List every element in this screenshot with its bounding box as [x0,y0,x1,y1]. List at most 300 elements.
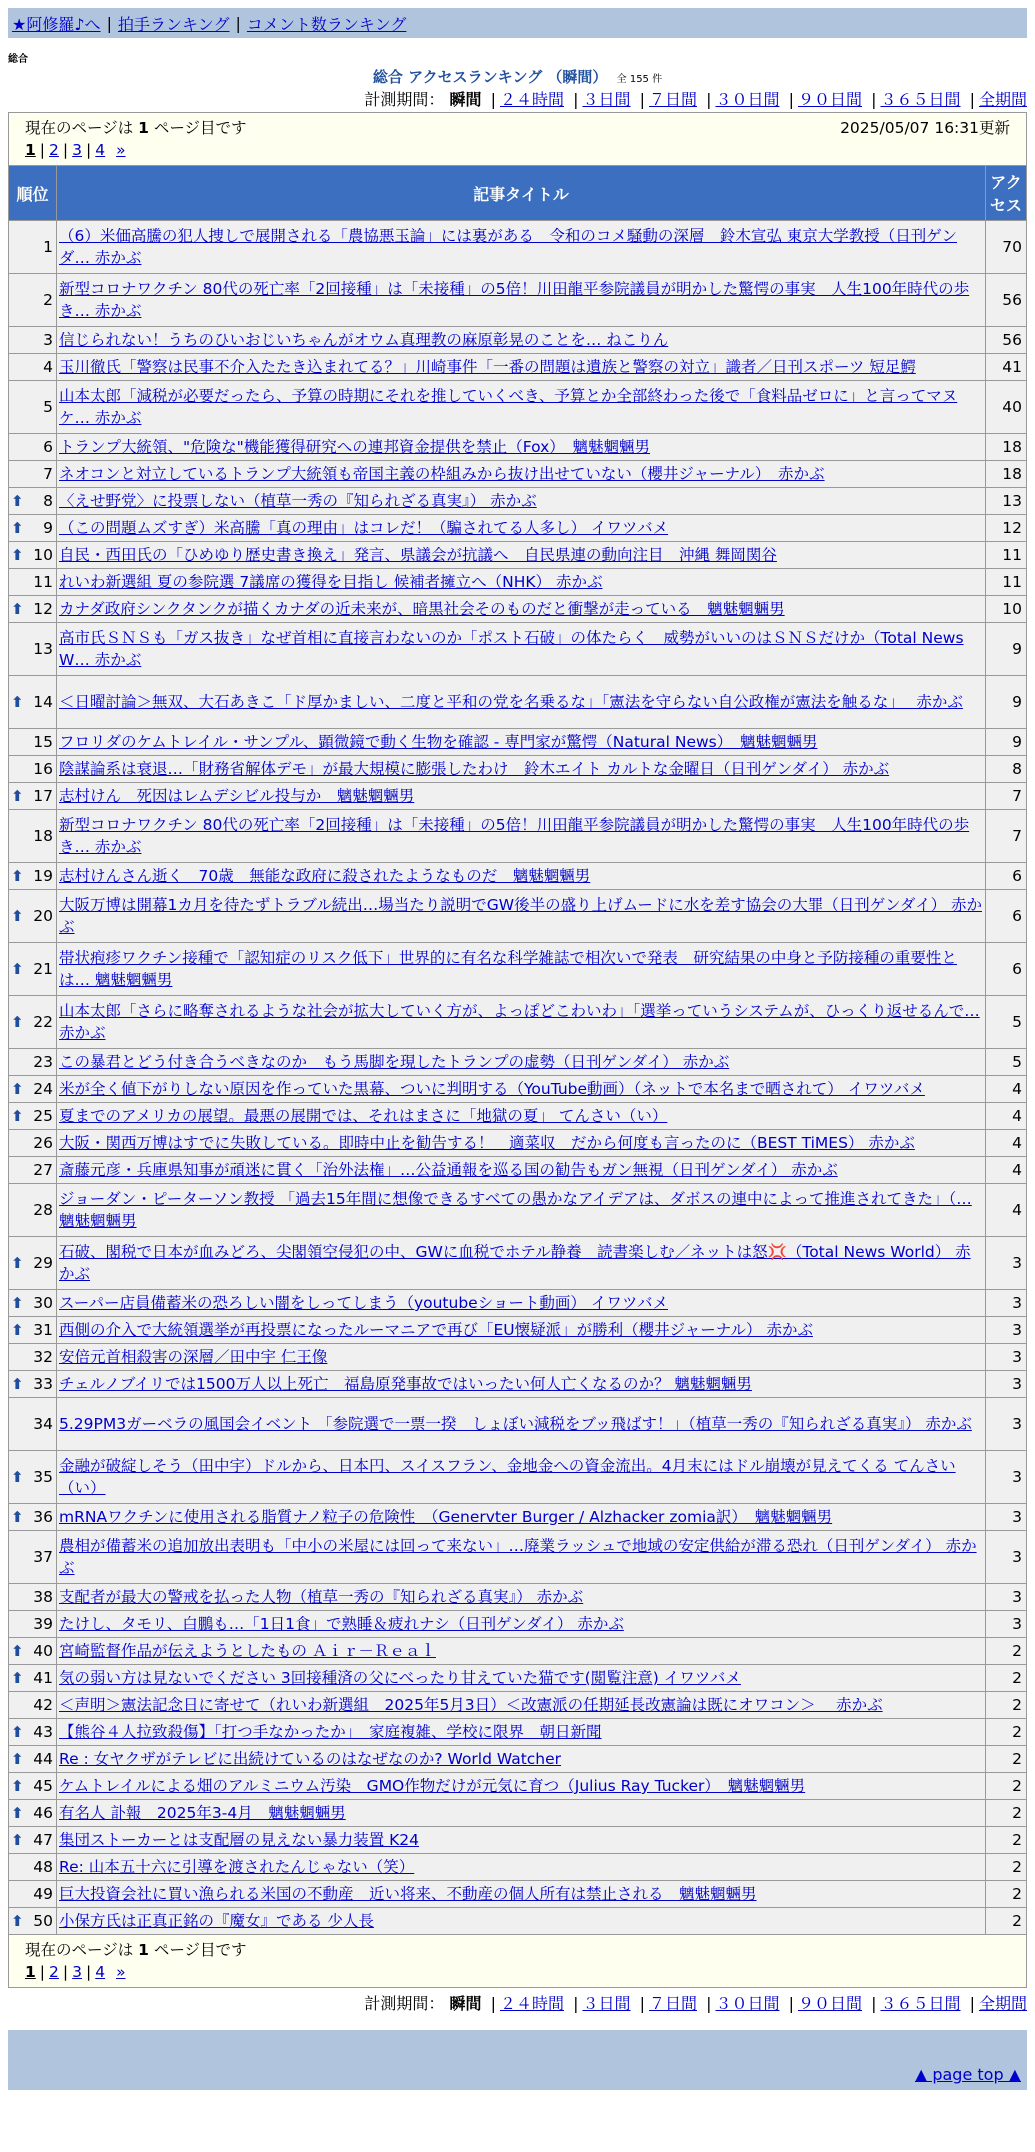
footer-bar [8,2030,1027,2060]
rank-up-arrow-icon: ⬆ [11,546,24,564]
rank-cell [9,1371,56,1397]
title-cell [57,1746,985,1772]
title-cell [57,1638,985,1664]
rank-number: 34 [33,1415,53,1433]
rank-number: 3 [43,331,53,349]
table-row [9,381,1026,433]
access-count: 2 [986,1881,1026,1907]
rank-number: 36 [33,1508,53,1526]
article-link[interactable]: この暴君とどう付き合うべきなのか もう馬脚を現したトランプの虚勢（日刊ゲンダイ） 赤かぶ [59,1053,730,1071]
title-cell [57,1692,985,1718]
rank-up-arrow-icon: ⬆ [11,1750,24,1768]
rank-cell [9,1103,56,1129]
period-link-all[interactable]: 全期間 [978,90,1027,109]
access-count: 3 [986,1504,1026,1530]
separator: | [235,13,241,33]
rank-number: 44 [33,1750,53,1768]
rank-up-arrow-icon: ⬆ [11,492,24,510]
rank-number: 14 [33,693,53,711]
col-header-title: 記事タイトル [57,166,985,220]
rank-number: 29 [33,1254,53,1272]
access-count: 2 [986,1746,1026,1772]
title-cell [57,1908,985,1934]
article-link[interactable]: れいわ新選組 夏の参院選 7議席の獲得を目指し 候補者擁立へ（NHK） 赤かぶ [59,573,603,591]
table-row [9,1504,1026,1530]
title-cell [57,943,985,995]
access-count: 7 [986,783,1026,809]
period-link-3d[interactable]: ３日間 [582,1994,631,2013]
table-row [9,221,1026,273]
article-link[interactable]: 夏までのアメリカの展望。最悪の展開では、それはまさに「地獄の夏」 てんさい（い） [59,1107,668,1125]
access-count: 3 [986,1531,1026,1583]
table-row [9,515,1026,541]
rank-number: 31 [33,1321,53,1339]
period-link-24h[interactable]: ２４時間 [499,1994,564,2013]
rank-cell [9,943,56,995]
table-row [9,1908,1026,1934]
rank-cell [9,1854,56,1880]
table-row [9,1611,1026,1637]
title-cell [57,1773,985,1799]
article-link[interactable]: 【熊谷４人拉致殺傷】「打つ手なかったか」 家庭複雑、学校に限界 朝日新聞 [59,1723,602,1741]
period-link-90d[interactable]: ９０日間 [797,1994,862,2013]
rank-cell [9,1719,56,1745]
page-link-4[interactable]: 4 [95,141,106,159]
article-link[interactable]: 陰謀論系は衰退…「財務省解体デモ」が最大規模に膨張したわけ 鈴木エイト カルトな金曜日（日刊ゲンダイ） 赤かぶ [59,760,890,778]
table-row [9,1290,1026,1316]
access-count: 56 [986,327,1026,353]
rank-number: 8 [43,492,53,510]
article-link[interactable]: カナダ政府シンクタンクが描くカナダの近未来が、暗黒社会そのものだと衝撃が走っている 魑魅魍魎男 [59,600,785,618]
title-cell [57,756,985,782]
article-link[interactable]: スーパー店員備蓄米の恐ろしい闇をしってしまう（youtubeショート動画） イワツバメ [59,1294,669,1312]
rank-up-arrow-icon: ⬆ [11,1912,24,1930]
rank-number: 42 [33,1696,53,1714]
period-link-365d[interactable]: ３６５日間 [880,1994,961,2013]
rank-cell [9,327,56,353]
rank-up-arrow-icon: ⬆ [11,519,24,537]
rank-number: 23 [33,1053,53,1071]
rank-cell [9,1317,56,1343]
rank-number: 7 [43,465,53,483]
ranking-table [8,112,1027,1988]
access-count: 6 [986,890,1026,942]
access-count: 3 [986,1344,1026,1370]
article-link[interactable]: 宮崎監督作品が伝えようとしたもの Ａｉｒ－Ｒｅａｌ [59,1642,436,1660]
separator: | [106,13,112,33]
table-row [9,1371,1026,1397]
article-link[interactable]: 山本太郎「減税が必要だったら、予算の時期にそれを推していくべき、予算とか全部終わった後で「食料品ゼロに」と言ってマヌケ… 赤かぶ [59,387,958,427]
access-count: 41 [986,354,1026,380]
access-count: 18 [986,461,1026,487]
col-header-count: アクセス [986,166,1026,220]
page-title [0,66,1035,88]
rank-cell [9,783,56,809]
rank-cell [9,1611,56,1637]
rank-cell [9,1398,56,1450]
rank-up-arrow-icon: ⬆ [11,1321,24,1339]
title-cell [57,1584,985,1610]
rank-number: 21 [33,960,53,978]
page-link-3[interactable]: 3 [72,1963,83,1981]
period-current: 瞬間 [449,90,482,109]
access-count: 9 [986,623,1026,675]
article-link[interactable]: 大阪万博は開幕1カ月を待たずトラブル続出…場当たり説明でGW後半の盛り上げムードに水を差す協会の大罪（日刊ゲンダイ） 赤かぶ [59,896,982,936]
table-row [9,461,1026,487]
rank-cell [9,1290,56,1316]
access-count: 4 [986,1184,1026,1236]
rank-cell [9,542,56,568]
table-row [9,1130,1026,1156]
article-link[interactable]: 気の弱い方は見ないでください 3回接種済の父にべったり甘えていた猫です(閲覧注意) イワツバメ [59,1669,741,1687]
access-count: 7 [986,810,1026,862]
rank-number: 49 [33,1885,53,1903]
rank-number: 1 [43,238,53,256]
title-cell [57,1398,985,1450]
period-label: 計測期間： [364,90,445,109]
article-link[interactable]: たけし、タモリ、白鵬も…「1日1食」で熟睡＆疲れナシ（日刊ゲンダイ） 赤かぶ [59,1615,624,1633]
article-link[interactable]: Re: 山本五十六に引導を渡されたんじゃない（笑） [59,1858,415,1876]
title-cell [57,1103,985,1129]
table-row [9,542,1026,568]
article-link[interactable]: 自民・西田氏の「ひめゆり歴史書き換え」発言、県議会が抗議へ 自民県連の動向注目 沖縄 舞岡関谷 [59,546,777,564]
article-link[interactable]: 小保方氏は正真正銘の『魔女』である 少人長 [59,1912,374,1930]
rank-cell [9,461,56,487]
period-link-24h[interactable]: ２４時間 [499,90,564,109]
article-link[interactable]: 斎藤元彦・兵庫県知事が頑迷に貫く「治外法権」…公益通報を巡る国の勧告もガン無視（日刊ゲンダイ） 赤かぶ [59,1161,838,1179]
rank-up-arrow-icon: ⬆ [11,1375,24,1393]
access-count: 40 [986,381,1026,433]
table-row [9,1827,1026,1853]
title-cell [57,623,985,675]
page-links-bottom: 1 | 2 | 3 | 4 » [25,1963,126,1981]
title-cell [57,354,985,380]
rank-up-arrow-icon: ⬆ [11,1831,24,1849]
article-link[interactable]: 石破、閣税で日本が血みどろ、尖閣領空侵犯の中、GWに血税でホテル静養 読書楽しむ／ネットは怒💢（Total News World） 赤かぶ [59,1243,971,1283]
title-cell [57,434,985,460]
rank-cell [9,1076,56,1102]
rank-cell [9,729,56,755]
rank-number: 32 [33,1348,53,1366]
top-link-comment-ranking[interactable]: コメント数ランキング [246,14,407,34]
rank-cell [9,596,56,622]
rank-cell [9,1638,56,1664]
rank-cell [9,1665,56,1691]
rank-up-arrow-icon: ⬆ [11,1723,24,1741]
table-row [9,623,1026,675]
page-link-4[interactable]: 4 [95,1963,106,1981]
article-link[interactable]: 新型コロナワクチン 80代の死亡率「2回接種」は「未接種」の5倍！川田龍平参院議員が明かした驚愕の事実 人生100年時代の歩き… 赤かぶ [59,280,970,320]
rank-cell [9,1130,56,1156]
rank-cell [9,1531,56,1583]
table-row [9,274,1026,326]
article-link[interactable]: 金融が破綻しそう（田中宇）ドルから、日本円、スイスフラン、金地金への資金流出。4月末にはドル崩壊が見えてくる てんさい（い） [59,1457,956,1497]
top-link-asyura[interactable]: ★阿修羅♪へ [12,14,101,34]
rank-number: 19 [33,867,53,885]
article-link[interactable]: フロリダのケムトレイル・サンプル、顕微鏡で動く生物を確認 - 専門家が驚愕（Natural News） 魑魅魍魎男 [59,733,818,751]
rank-up-arrow-icon: ⬆ [11,867,24,885]
table-row [9,1157,1026,1183]
article-link[interactable]: 有名人 訃報 2025年3-4月 魑魅魍魎男 [59,1804,346,1822]
table-row [9,1719,1026,1745]
table-row [9,943,1026,995]
table-row [9,729,1026,755]
page-current: 1 [25,1963,36,1981]
rank-number: 22 [33,1013,53,1031]
title-cell [57,729,985,755]
rank-cell [9,1504,56,1530]
period-label: 計測期間： [364,1994,445,2013]
access-count: 13 [986,488,1026,514]
rank-up-arrow-icon: ⬆ [11,1669,24,1687]
table-row [9,783,1026,809]
rank-cell [9,221,56,273]
period-link-30d[interactable]: ３０日間 [715,1994,780,2013]
table-row [9,1881,1026,1907]
rank-number: 24 [33,1080,53,1098]
rank-number: 43 [33,1723,53,1741]
rank-cell [9,810,56,862]
article-link[interactable]: 米が全く値下がりしない原因を作っていた黒幕、ついに判明する（YouTube動画）（ネットで本名まで晒されて） イワツバメ [59,1080,925,1098]
period-link-3d[interactable]: ３日間 [582,90,631,109]
article-link[interactable]: 信じられない！うちのひいおじいちゃんがオウム真理教の麻原彰晃のことを… ねこりん [59,331,669,349]
article-link[interactable]: チェルノブイリでは1500万人以上死亡 福島原発事故ではいったい何人亡くなるのか？ 魑魅魍魎男 [59,1375,752,1393]
rank-up-arrow-icon: ⬆ [11,1254,24,1272]
period-link-365d[interactable]: ３６５日間 [880,90,961,109]
access-count: 6 [986,943,1026,995]
rank-number: 41 [33,1669,53,1687]
rank-cell [9,434,56,460]
rank-cell [9,1800,56,1826]
rank-cell [9,1184,56,1236]
access-count: 3 [986,1611,1026,1637]
rank-number: 46 [33,1804,53,1822]
article-link[interactable]: 志村けん 死因はレムデシビル投与か 魑魅魍魎男 [59,787,415,805]
title-cell [57,461,985,487]
title-cell [57,676,985,728]
title-cell [57,1854,985,1880]
article-link[interactable]: ＜声明＞憲法記念日に寄せて（れいわ新選組 2025年5月3日）＜改憲派の任期延長改憲論は既にオワコン＞ 赤かぶ [59,1696,883,1714]
access-count: 11 [986,542,1026,568]
rank-up-arrow-icon: ⬆ [11,907,24,925]
table-row [9,596,1026,622]
top-link-applause-ranking[interactable]: 拍手ランキング [117,14,230,34]
article-link[interactable]: 支配者が最大の警戒を払った人物（植草一秀の『知られざる真実』） 赤かぶ [59,1588,584,1606]
rank-cell [9,515,56,541]
article-link[interactable]: 高市氏ＳＮＳも「ガス抜き」なぜ首相に直接言わないのか「ポスト石破」の体たらく 威勢がいいのはＳＮＳだけか（Total News W… 赤かぶ [59,629,964,669]
access-count: 2 [986,1827,1026,1853]
article-link[interactable]: 西側の介入で大統領選挙が再投票になったルーマニアで再び「EU懐疑派」が勝利（櫻井ジャーナル） 赤かぶ [59,1321,813,1339]
table-row [9,569,1026,595]
rank-number: 5 [43,398,53,416]
access-count: 8 [986,756,1026,782]
rank-number: 17 [33,787,53,805]
article-link[interactable]: ジョーダン・ピーターソン教授 「過去15年間に想像できるすべての愚かなアイデアは、ダボスの連中によって推進されてきた」（… 魑魅魍魎男 [59,1190,972,1230]
article-link[interactable]: トランプ大統領、"危険な"機能獲得研究への連邦資金提供を禁止（Fox） 魑魅魍魎男 [59,438,651,456]
article-link[interactable]: 農相が備蓄米の追加放出表明も「中小の米屋には回って来ない」…廃業ラッシュで地域の安定供給が滞る恐れ（日刊ゲンダイ） 赤かぶ [59,1537,977,1577]
title-cell [57,996,985,1048]
rank-number: 50 [33,1912,53,1930]
table-row [9,327,1026,353]
page-current: 1 [25,141,36,159]
article-link[interactable]: mRNAワクチンに使用される脂質ナノ粒子の危険性 （Genervter Burger / Alzhacker zomia訳） 魑魅魍魎男 [59,1508,833,1526]
access-count: 9 [986,676,1026,728]
title-cell [57,1719,985,1745]
title-cell [57,1049,985,1075]
title-cell [57,274,985,326]
title-cell [57,542,985,568]
article-link[interactable]: ケムトレイルによる畑のアルミニウム汚染 GMO作物だけが元気に育つ（Julius Ray Tucker） 魑魅魍魎男 [59,1777,806,1795]
title-cell [57,1371,985,1397]
article-link[interactable]: 集団ストーカーとは支配層の見えない暴力装置 K24 [59,1831,420,1849]
period-link-7d[interactable]: ７日間 [648,90,697,109]
article-link[interactable]: 5.29PM3ガーベラの風国会イベント 「参院選で一票一揆 しょぼい減税をブッ飛ばす！」（植草一秀の『知られざる真実』） 赤かぶ [59,1415,972,1433]
access-count: 2 [986,1638,1026,1664]
page-status: 現在のページは 1 ページ目です [25,119,247,137]
title-cell [57,810,985,862]
rank-number: 6 [43,438,53,456]
page-top-link[interactable]: ▲ page top ▲ [914,2065,1021,2084]
col-header-rank: 順位 [9,166,56,220]
title-cell [57,381,985,433]
title-cell [57,1611,985,1637]
access-count: 2 [986,1665,1026,1691]
access-count: 18 [986,434,1026,460]
article-link[interactable]: （この問題ムズすぎ）米高騰「真の理由」はコレだ！（騙されてる人多し） イワツバメ [59,519,669,537]
rank-number: 2 [43,291,53,309]
rank-number: 26 [33,1134,53,1152]
pager-top [9,113,1026,165]
rank-cell [9,488,56,514]
rank-number: 38 [33,1588,53,1606]
table-row [9,1692,1026,1718]
title-cell [57,1504,985,1530]
title-cell [57,890,985,942]
page-next[interactable]: » [116,141,126,159]
access-count: 4 [986,1130,1026,1156]
period-link-7d[interactable]: ７日間 [648,1994,697,2013]
article-link[interactable]: ＜日曜討論＞無双、大石あきこ「ド厚かましい、二度と平和の党を名乗るな」「憲法を守らない自公政権が憲法を触るな」 赤かぶ [59,693,963,711]
rank-cell [9,1908,56,1934]
rank-number: 16 [33,760,53,778]
access-count: 3 [986,1584,1026,1610]
rank-number: 47 [33,1831,53,1849]
article-link[interactable]: 玉川徹氏「警察は民事不介入たたき込まれてる？」川崎事件「一番の問題は遺族と警察の対立」識者／日刊スポーツ 短足鰐 [59,358,916,376]
article-link[interactable]: 〈えせ野党〉に投票しない（植草一秀の『知られざる真実』） 赤かぶ [59,492,537,510]
article-link[interactable]: ネオコンと対立しているトランプ大統領も帝国主義の枠組みから抜け出せていない（櫻井ジャーナル） 赤かぶ [59,465,825,483]
table-row [9,756,1026,782]
rank-cell [9,1157,56,1183]
title-cell [57,1344,985,1370]
rank-number: 48 [33,1858,53,1876]
article-link[interactable]: 帯状疱疹ワクチン接種で「認知症のリスク低下」世界的に有名な科学雑誌で相次いで発表 研究結果の中身と予防接種の重要性とは… 魑魅魍魎男 [59,949,957,989]
rank-number: 4 [43,358,53,376]
article-link[interactable]: 志村けんさん逝く 70歳 無能な政府に殺されたようなものだ 魑魅魍魎男 [59,867,591,885]
rank-number: 25 [33,1107,53,1125]
table-row [9,1531,1026,1583]
table-row [9,1800,1026,1826]
total-count: 全 155 件 [616,74,663,85]
article-link[interactable]: 巨大投資会社に買い漁られる米国の不動産 近い将来、不動産の個人所有は禁止される 魑魅魍魎男 [59,1885,757,1903]
title-cell [57,221,985,273]
category-tag: 総合 [8,54,28,65]
article-link[interactable]: 大阪・関西万博はすでに失敗している。即時中止を勧告する！ 適菜収 だから何度も言ったのに（BEST TiMES） 赤かぶ [59,1134,915,1152]
rank-number: 12 [33,600,53,618]
table-row [9,863,1026,889]
page-links: 1 | 2 | 3 | 4 » [25,141,126,159]
page-link-2[interactable]: 2 [49,1963,59,1981]
page-link-3[interactable]: 3 [72,141,83,159]
access-count: 6 [986,863,1026,889]
rank-number: 37 [33,1548,53,1566]
table-row [9,1237,1026,1289]
table-row [9,1184,1026,1236]
access-count: 2 [986,1719,1026,1745]
rank-number: 10 [33,546,53,564]
access-count: 3 [986,1237,1026,1289]
table-row [9,1854,1026,1880]
title-cell [57,1130,985,1156]
access-count: 70 [986,221,1026,273]
article-link[interactable]: 新型コロナワクチン 80代の死亡率「2回接種」は「未接種」の5倍！川田龍平参院議員が明かした驚愕の事実 人生100年時代の歩き… 赤かぶ [59,816,970,856]
title-cell [57,1531,985,1583]
rank-cell [9,756,56,782]
rank-cell [9,1773,56,1799]
title-cell [57,515,985,541]
access-count: 4 [986,1157,1026,1183]
rank-cell [9,623,56,675]
rank-up-arrow-icon: ⬆ [11,1080,24,1098]
table-row [9,1773,1026,1799]
rank-up-arrow-icon: ⬆ [11,1294,24,1312]
rank-up-arrow-icon: ⬆ [11,960,24,978]
title-cell [57,1827,985,1853]
table-row [9,810,1026,862]
access-count: 2 [986,1800,1026,1826]
period-current: 瞬間 [449,1994,482,2013]
page-status-bottom: 現在のページは 1 ページ目です [25,1941,247,1959]
article-link[interactable]: Re : 女ヤクザがテレビに出続けているのはなぜなのか? World Watcher [59,1750,562,1768]
access-count: 3 [986,1398,1026,1450]
rank-up-arrow-icon: ⬆ [11,600,24,618]
page-next[interactable]: » [116,1963,126,1981]
rank-cell [9,381,56,433]
rank-number: 35 [33,1468,53,1486]
page-link-2[interactable]: 2 [49,141,59,159]
period-link-90d[interactable]: ９０日間 [797,90,862,109]
rank-cell [9,1827,56,1853]
title-cell [57,1157,985,1183]
table-row [9,1344,1026,1370]
rank-number: 27 [33,1161,53,1179]
rank-cell [9,1451,56,1503]
rank-cell [9,890,56,942]
access-count: 10 [986,596,1026,622]
article-link[interactable]: （6）米価高騰の犯人捜しで展開される「農協悪玉論」には裏がある 令和のコメ騒動の深層 鈴木宣弘 東京大学教授（日刊ゲンダ… 赤かぶ [59,227,957,267]
article-link[interactable]: 安倍元首相殺害の深層／田中宇 仁王像 [59,1348,328,1366]
rank-cell [9,1344,56,1370]
table-row [9,890,1026,942]
period-link-all[interactable]: 全期間 [978,1994,1027,2013]
period-link-30d[interactable]: ３０日間 [715,90,780,109]
table-row [9,1746,1026,1772]
table-row [9,996,1026,1048]
rank-cell [9,1584,56,1610]
article-link[interactable]: 山本太郎「さらに略奪されるような社会が拡大していく方が、よっぽどこわいわ」「選挙っていうシステムが、ひっくり返せるんで… 赤かぶ [59,1002,980,1042]
rank-number: 33 [33,1375,53,1393]
rank-cell [9,1881,56,1907]
rank-up-arrow-icon: ⬆ [11,1804,24,1822]
